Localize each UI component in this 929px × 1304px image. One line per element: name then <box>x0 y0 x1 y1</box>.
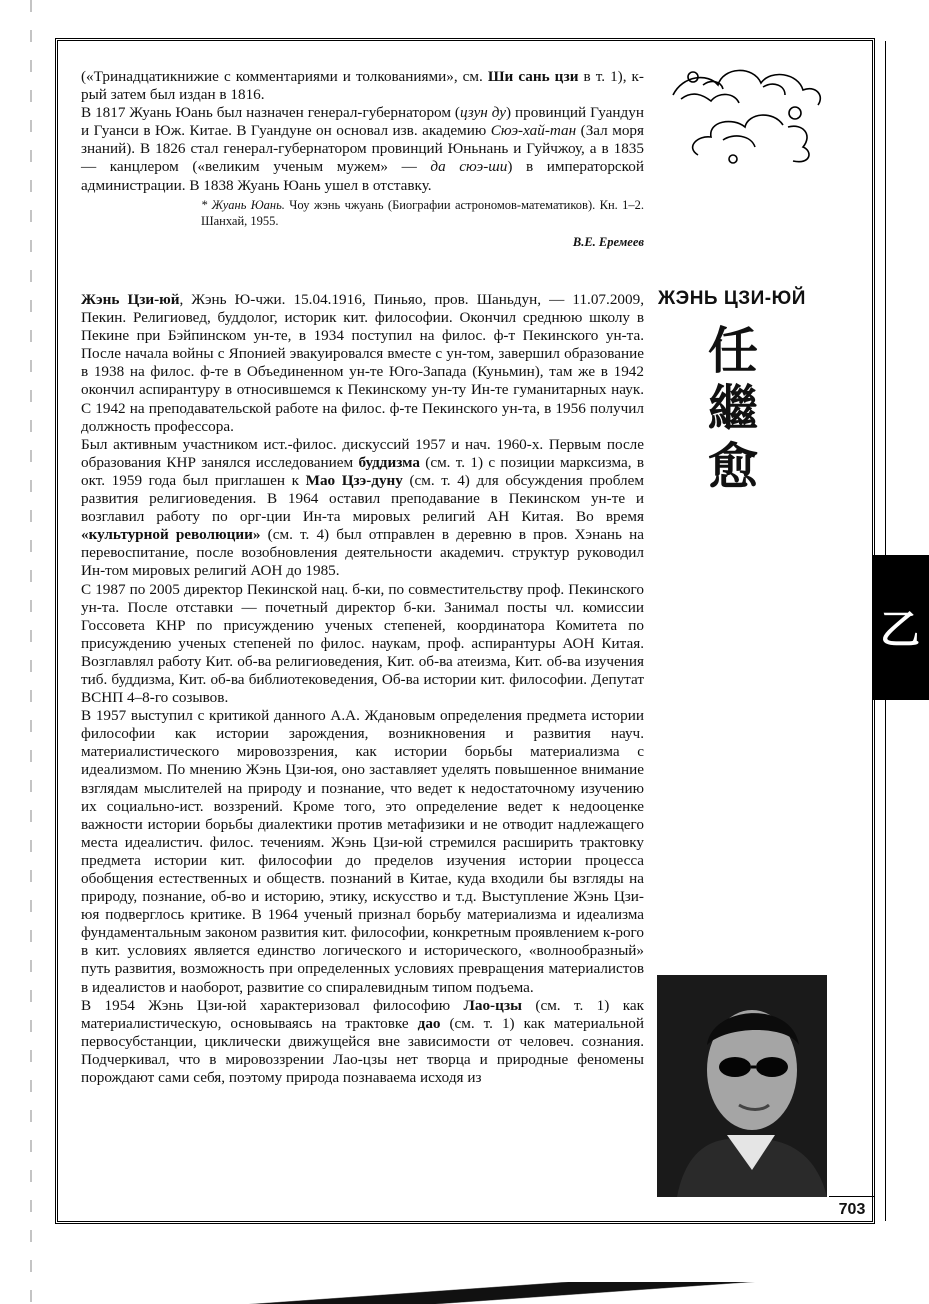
text-run: ) в императорской администрации. В 1838 Жуань Юань ушел в отставку. <box>81 158 644 194</box>
scan-edge-left <box>30 0 32 1304</box>
cross-reference: дао <box>417 1014 441 1032</box>
text-run: в т. 1), к-рый затем был издан в 1816. <box>81 68 644 104</box>
hanzi-char: 愈 <box>708 438 758 496</box>
paragraph-4: В 1957 выступил с критикой данного А.А. Ждановым определения предмета истории философии как истории зарождения, возникновения и развития науч. материалистического мировоззрения, как истории борьбы материализма с идеализмом. По мнению Жэнь Цзи-юя, оно заставляет уделять повышенное внимание взглядам мыслителей на природу и познание, что ведет к недостаточному изучению их социально-ист. воззрений. Кроме того, это определение ведет к недооценке важности истории борьбы диалектики против метафизики и не отводит надлежащего места идеалистич. филос. течениям. Жэнь Цзи-юй стремился расширить трактовку предмета истории кит. философии до пределов изучения истории процесса обобщения естественных и обществ. познаний в Китае, куда входили бы взгляды на природу, познание, об-во и историю, этику, искусство и т.д. Выступление Жэнь Цзи-юя подверглось критике. В 1964 ученый признал борьбу материализма и идеализма фундаментальным законом развития кит. философии, конкретным проявлением к-рого в кит. условиях является единство логического и исторического, «волнообразный» путь развития, возможность при определенных условиях превращения материалистов в идеалистов и наоборот, развитие со спиралевидным типом подъема. <box>81 707 644 996</box>
reference-author: * Жуань Юань. <box>201 197 285 212</box>
paragraph-1 <box>81 291 644 436</box>
cross-reference: «культурной революции» <box>81 526 261 544</box>
text-run: (см. т. 4) для обсуждения проблем развития религиоведения. В 1964 оставил преподавание в Пекинском ун-те и возглавил работу по орг-ции Ин-та мировых религий АН Китая. Во время <box>81 471 644 526</box>
hanzi-char: 繼 <box>708 380 758 438</box>
text-run: , Жэнь Ю-чжи. 15.04.1916, Пиньяо, пров. Шаньдун, — 11.07.2009, Пекин. Религиовед, буддолог, историк кит. философии. Окончил среднюю школу в Пекине при Бэйпинском ун-те, в 1934 поступил на филос. ф-т Пекинского ун-та. После начала войны с Японией эвакуировался вместе с ун-том, завершил образование в 1938 на филос. ф-те в Объединенном ун-те Юго-Запада (Куньмин), там же в 1942 окончил аспирантуру в относившемся к Пекинскому ун-ту Ин-те гуманитарных наук. С 1942 на преподавательской работе на филос. ф-те Пекинского ун-та, в 1956 получил должность профессора. <box>81 291 644 435</box>
cross-reference: Мао Цзэ-дуну <box>305 471 403 489</box>
main-article <box>81 291 644 1087</box>
term: да сюэ-ши <box>430 158 508 176</box>
portrait-photo <box>657 975 827 1197</box>
text-run: Был активным участником ист.-филос. дискуссий 1957 и нач. 1960-х. Первым после образования КНР занялся исследованием <box>81 435 644 471</box>
paragraph-2 <box>81 436 644 581</box>
prev-paragraph-2 <box>81 104 644 194</box>
text-run: ) провинций Гуандун и Гуанси в Юж. Китае. В Гуандуне он основал изв. академию <box>81 104 644 140</box>
section-tab-glyph: 乙 <box>880 607 920 653</box>
article-headword: ЖЭНЬ ЦЗИ-ЮЙ <box>658 288 806 309</box>
scan-edge-bottom <box>0 1282 929 1304</box>
text-run: («Тринадцатикнижие с комментариями и толкованиями», см. <box>81 68 488 85</box>
chinese-characters <box>698 322 768 496</box>
term: Сюэ-хай-тан <box>490 122 577 140</box>
text-run: (см. т. 1) с позиции марксизма, в окт. 1959 года был приглашен к <box>81 453 644 489</box>
paragraph-5 <box>81 997 644 1087</box>
previous-article <box>81 68 644 251</box>
reference-title: Чоу жэнь чжуань (Биографии астрономов-математиков). Кн. 1–2. Шанхай, 1955. <box>201 197 644 228</box>
term: цзун ду <box>459 104 507 122</box>
bibliography <box>201 197 644 229</box>
hanzi-char: 任 <box>708 322 758 380</box>
article-title-inline: Жэнь Цзи-юй <box>81 291 180 308</box>
page-number: 703 <box>829 1196 875 1223</box>
text-run: (см. т. 4) был отправлен в деревню в пров. Хэнань на перевоспитание, после возобновления деятельности академич. структур руководил Ин-том мировых религий АОН до 1985. <box>81 526 644 580</box>
text-run: (см. т. 1) как материалистическую, основываясь на трактовке <box>81 996 644 1032</box>
cloud-ornament-icon <box>663 55 828 170</box>
cross-reference: Лао-цзы <box>463 996 522 1014</box>
cross-reference: буддизма <box>358 453 420 471</box>
text-run: (см. т. 1) как материальной первосубстанции, циклически движущейся вне зависимости от человеч. сознания. Подчеркивал, что в мировоззрении Лао-цзы нет творца и природные феномены порождают сами себя, поэтому природа познаваема исходя из <box>81 1014 644 1087</box>
prev-paragraph-1 <box>81 68 644 104</box>
portrait-figure-icon <box>657 975 827 1197</box>
text-run: (Зал моря знаний). В 1826 стал генерал-губернатором провинций Юньнань и Гуйчжоу, а в 1835 — канцлером («великим ученым мужем» — <box>81 122 644 176</box>
text-run: В 1954 Жэнь Цзи-юй характеризовал философию <box>81 996 464 1014</box>
cross-reference: Ши сань цзи <box>487 68 579 85</box>
paragraph-3: С 1987 по 2005 директор Пекинской нац. б-ки, по совместительству проф. Пекинского ун-та. После отставки — почетный директор б-ки. Занимал посты чл. комиссии Госсовета КНР по присуждению ученых степеней, координатора Комитета по присуждению ученых степеней по филос. наукам, проф. аспирантуры АОН Китая. Возглавлял работу Кит. об-ва религиоведения, Кит. об-ва атеизма, Кит. об-ва изучения тиб. буддизма, Кит. об-ва библиотековедения, Об-ва истории кит. философии. Депутат ВСНП 4–8-го созывов. <box>81 580 644 707</box>
text-run: В 1817 Жуань Юань был назначен генерал-губернатором ( <box>81 104 460 122</box>
article-author: В.Е. Еремеев <box>572 234 644 249</box>
